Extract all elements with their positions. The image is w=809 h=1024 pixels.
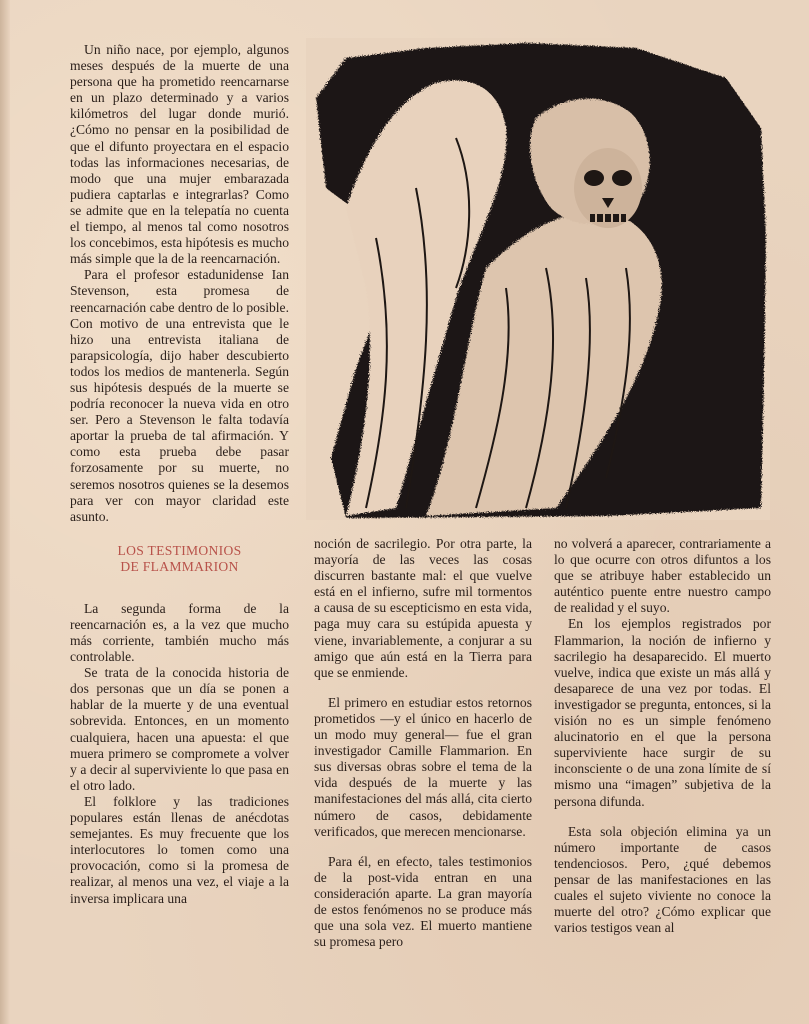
paragraph: Se trata de la conocida historia de dos personas que un día se ponen a hablar de la muerte y de una eventual sobrevida. Entonces, en un momento cualquiera, hacen una apuesta: el que muera primero se compromete a volver y a decir al superviviente lo que pasa en el otro lado. [70, 665, 289, 793]
page-edge [0, 0, 10, 1024]
paragraph: Para él, en efecto, tales testimonios de la post-vida entran en una consideración aparte. La gran mayoría de estos fenómenos no se produce más que una sola vez. El muerto mantiene su promesa pero [314, 853, 532, 950]
paragraph: no volverá a aparecer, contrariamente a lo que ocurre con otros difuntos a los que se atribuye haber establecido un auténtico puente entre nuestro campo de realidad y el suyo. [554, 536, 771, 616]
text-column-right [554, 536, 771, 936]
text-column-left [70, 42, 289, 907]
skull-face [574, 148, 642, 228]
paragraph: Esta sola objeción elimina ya un número importante de casos tendenciosos. Pero, ¿qué debemos pensar de las manifestaciones en las cuales el sujeto viviente no conoce la muerte del otro? ¿Cómo explicar que varios testigos vean al [554, 823, 771, 936]
section-heading-line: DE FLAMMARION [120, 558, 239, 574]
section-heading-line: LOS TESTIMONIOS [117, 542, 242, 558]
paragraph: La segunda forma de la reencarnación es, a la vez que mucho más corriente, también mucho más controlable. [70, 600, 289, 665]
section-heading [70, 543, 289, 575]
paragraph: El folklore y las tradiciones populares están llenas de anécdotas semejantes. Es muy frecuente que los interlocutores lo tomen como una provocación, como si la promesa de realizar, al menos una vez, el viaje a la inversa implicara una [70, 793, 289, 906]
text-column-middle [314, 536, 532, 950]
paragraph: En los ejemplos registrados por Flammarion, la noción de infierno y sacrilegio ha desaparecido. El muerto vuelve, indica que existe un más allá y desaparece de una vez por todas. El investigador se pregunta, entonces, si la visión no es un simple fenómeno alucinatorio en el que la persona superviviente hace surgir de su inconsciente o de una zona límite de sí mismo una “imagen” subjetiva de la persona difunda. [554, 616, 771, 809]
ghost-skull-illustration [306, 38, 770, 520]
paragraph: noción de sacrilegio. Por otra parte, la mayoría de las veces las cosas discurren bastante mal: el que vuelve está en el infierno, sufre mil tormentos a causa de su escepticismo en esta vida, paga muy cara su estúpida apuesta y viene, invariablemente, a conjurar a su amigo que aún está en la Tierra para que se enmiende. [314, 536, 532, 680]
paragraph: Para el profesor estadunidense Ian Stevenson, esta promesa de reencarnación cabe dentro de lo posible. Con motivo de una entrevista que le hizo una entrevista italiana de parapsicología, dijo haber descubierto todos los medios de mantenerla. Según sus hipótesis después de la muerte se podría reconocer la nueva vida en otro ser. Pero a Stevenson le falta todavía aportar la prueba de tal afirmación. Y como esta prueba debe pasar forzosamente por su muerte, no seremos nosotros quienes se la desemos para ver con mayor claridad este asunto. [70, 267, 289, 524]
paragraph: Un niño nace, por ejemplo, algunos meses después de la muerte de una persona que ha prometido reencarnarse en un plazo determinado y a varios kilómetros del lugar donde murió. ¿Cómo no pensar en la posibilidad de que el difunto proyectara en el espacio todas las informaciones necesarias, de modo que una mujer embarazada pudiera captarlas e integrarlas? Como se admite que en la telepatía no cuenta el tiempo, al menos tal como nosotros los concebimos, esta hipótesis es mucho más simple que la de la reencarnación. [70, 42, 289, 267]
paragraph: El primero en estudiar estos retornos prometidos —y el único en hacerlo de un modo muy general— fue el gran investigador Camille Flammarion. En sus diversas obras sobre el tema de la vida después de la muerte y las manifestaciones del más allá, cita cierto número de casos, debidamente verificados, que merecen mencionarse. [314, 694, 532, 839]
